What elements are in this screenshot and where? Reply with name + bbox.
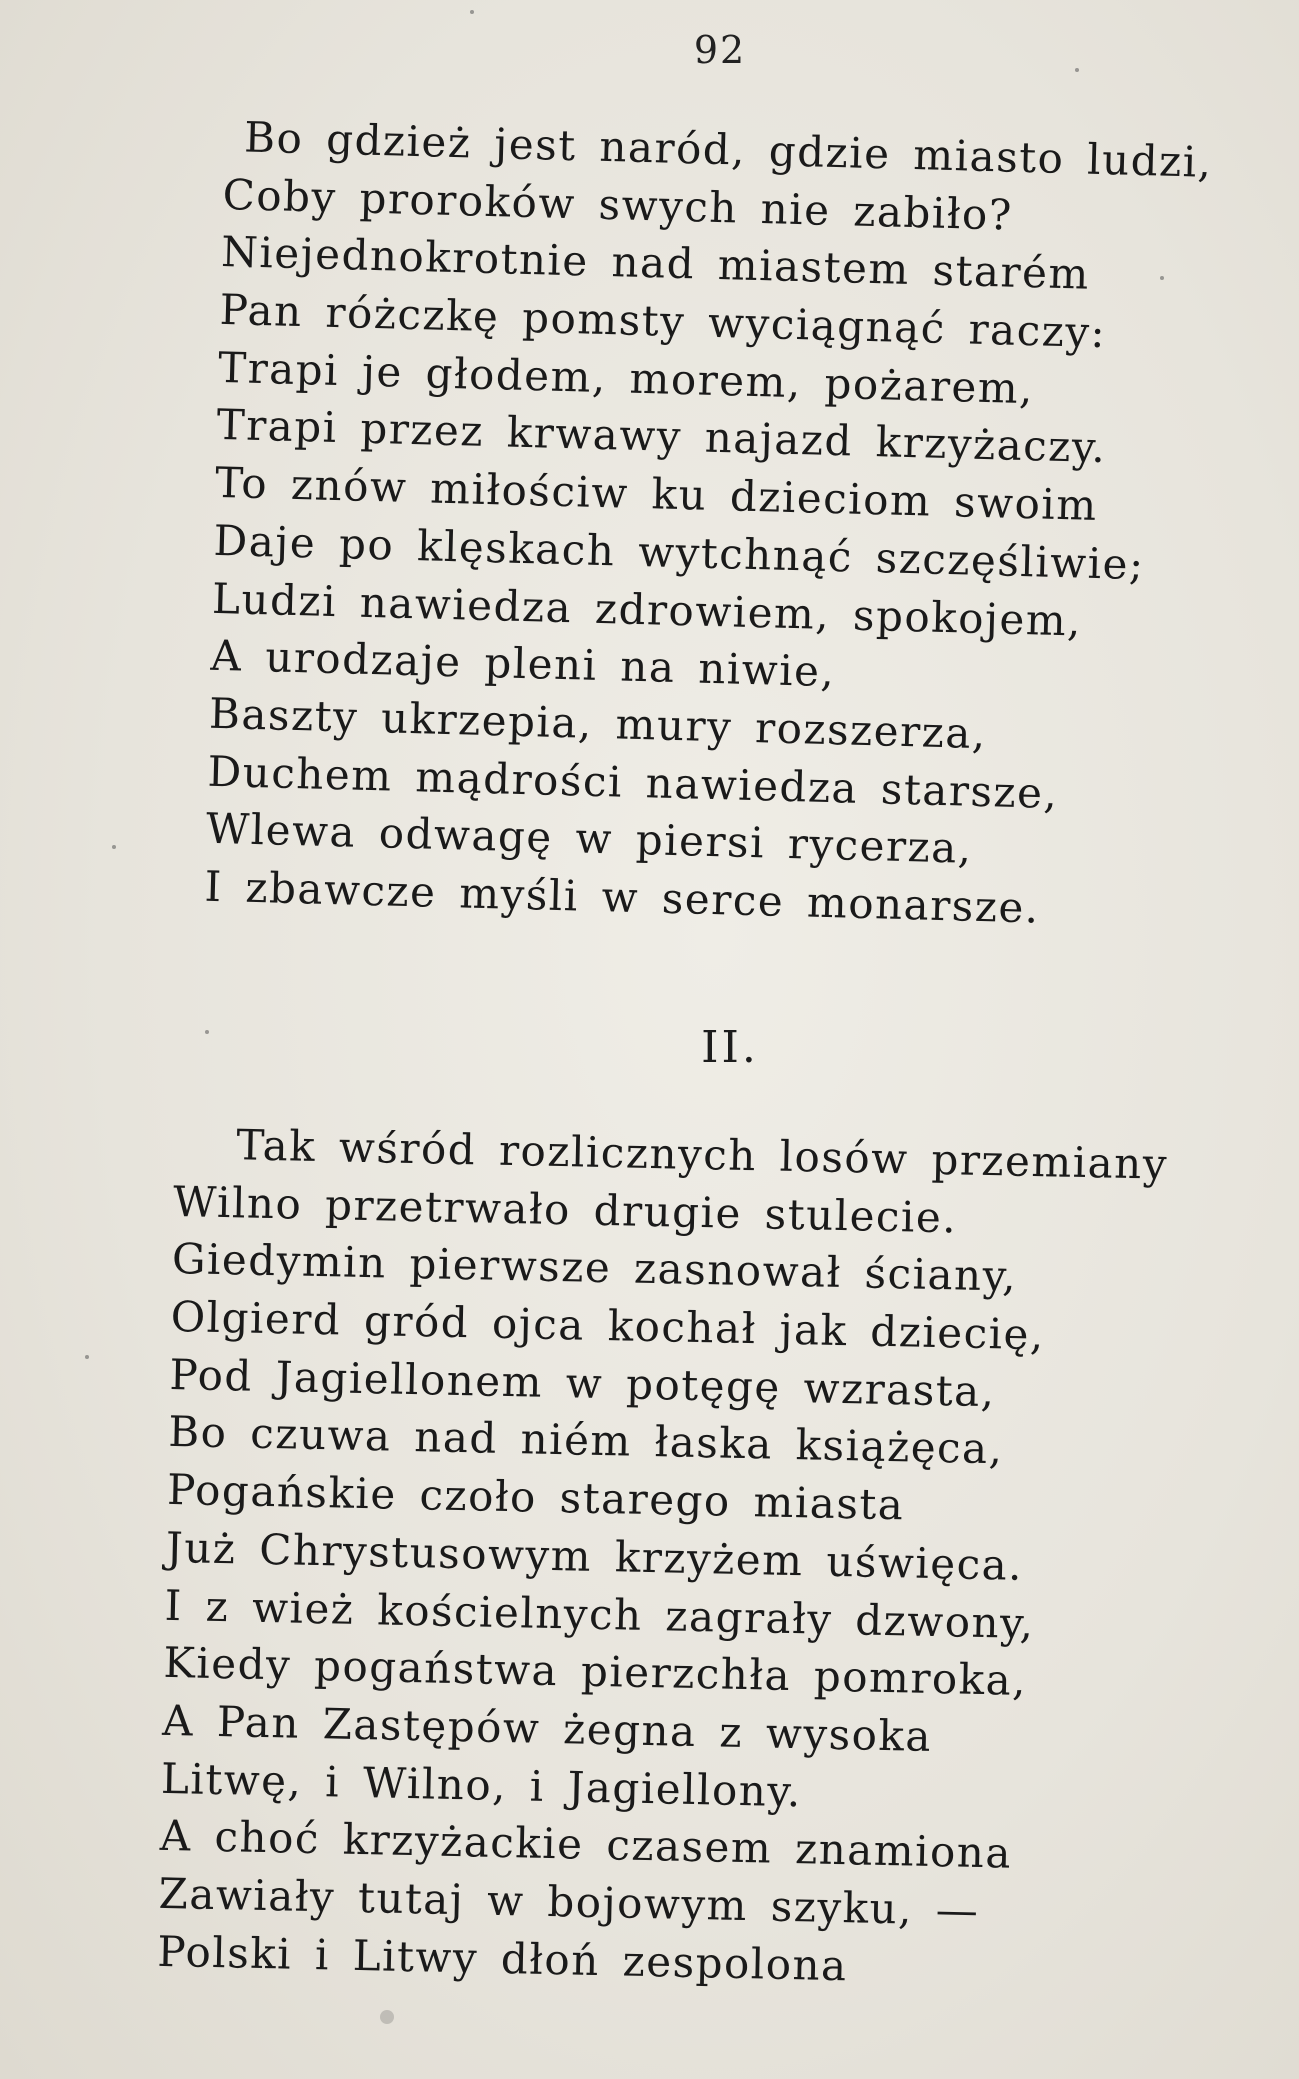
paper-speck xyxy=(1075,68,1079,72)
verse-line: Pod Jagiellonem w potęgę wzrasta, xyxy=(169,1349,997,1416)
verse-line: Duchem mądrości nawiedza starsze, xyxy=(207,746,1059,818)
verse-line: I zbawcze myśli w serce monarsze. xyxy=(203,861,1041,933)
verse-line: Daje po klęskach wytchnąć szczęśliwie; xyxy=(213,515,1146,590)
verse-line: Baszty ukrzepia, mury rozszerza, xyxy=(208,688,988,759)
page-number: 92 xyxy=(693,28,747,72)
verse-line: Polski i Litwy dłoń zespolona xyxy=(156,1926,849,1990)
paper-speck xyxy=(470,10,474,14)
verse-line: Już Chrystusowym krzyżem uświęca. xyxy=(165,1522,1024,1590)
paper-speck xyxy=(205,1030,209,1034)
verse-line: Wilno przetrwało drugie stulecie. xyxy=(172,1176,958,1243)
verse-line: To znów miłościw ku dzieciom swoim xyxy=(214,458,1099,531)
stanza-1 xyxy=(204,108,1213,941)
verse-line: Ludzi nawiedza zdrowiem, spokojem, xyxy=(211,573,1083,646)
verse-line: Wlewa odwagę w piersi rycerza, xyxy=(205,804,974,874)
paper-speck xyxy=(1160,276,1164,280)
paper-speck xyxy=(380,2010,394,2024)
verse-line: Olgierd gród ojca kochał jak dziecię, xyxy=(170,1292,1046,1360)
paper-speck xyxy=(85,1355,89,1359)
verse-line: Pan różczkę pomsty wyciągnąć raczy: xyxy=(219,285,1107,358)
verse-line: Kiedy pogaństwa pierzchła pomroka, xyxy=(163,1638,1028,1706)
section-heading: II. xyxy=(701,1022,759,1073)
verse-line: A Pan Zastępów żegna z wysoka xyxy=(161,1695,933,1761)
verse-line: Bo czuwa nad niém łaska książęca, xyxy=(167,1407,1005,1474)
verse-line: Trapi przez krwawy najazd krzyżaczy. xyxy=(216,400,1108,473)
verse-line: A urodzaje pleni na niwie, xyxy=(210,631,836,697)
verse-line: Litwę, i Wilno, i Jagiellony. xyxy=(160,1753,803,1816)
verse-line: Bo gdzież jest naród, gdzie miasto ludzi, xyxy=(243,112,1214,187)
paper-speck xyxy=(112,845,116,849)
verse-line: Pogańskie czoło starego miasta xyxy=(166,1465,905,1530)
verse-line: I z wież kościelnych zagrały dzwony, xyxy=(164,1580,1036,1648)
verse-line: Tak wśród rozlicznych losów przemiany xyxy=(235,1120,1169,1189)
verse-line: Trapi je głodem, morem, pożarem, xyxy=(217,342,1035,414)
verse-line: Giedymin pierwsze zasnował ściany, xyxy=(171,1234,1018,1302)
verse-line: Niejednokrotnie nad miastem starém xyxy=(220,227,1091,300)
verse-line: Zawiały tutaj w bojowym szyku, — xyxy=(158,1868,980,1935)
verse-line: A choć krzyżackie czasem znamiona xyxy=(159,1811,1013,1878)
stanza-2 xyxy=(157,1115,1169,2001)
verse-line: Coby proroków swych nie zabiło? xyxy=(222,169,1014,240)
